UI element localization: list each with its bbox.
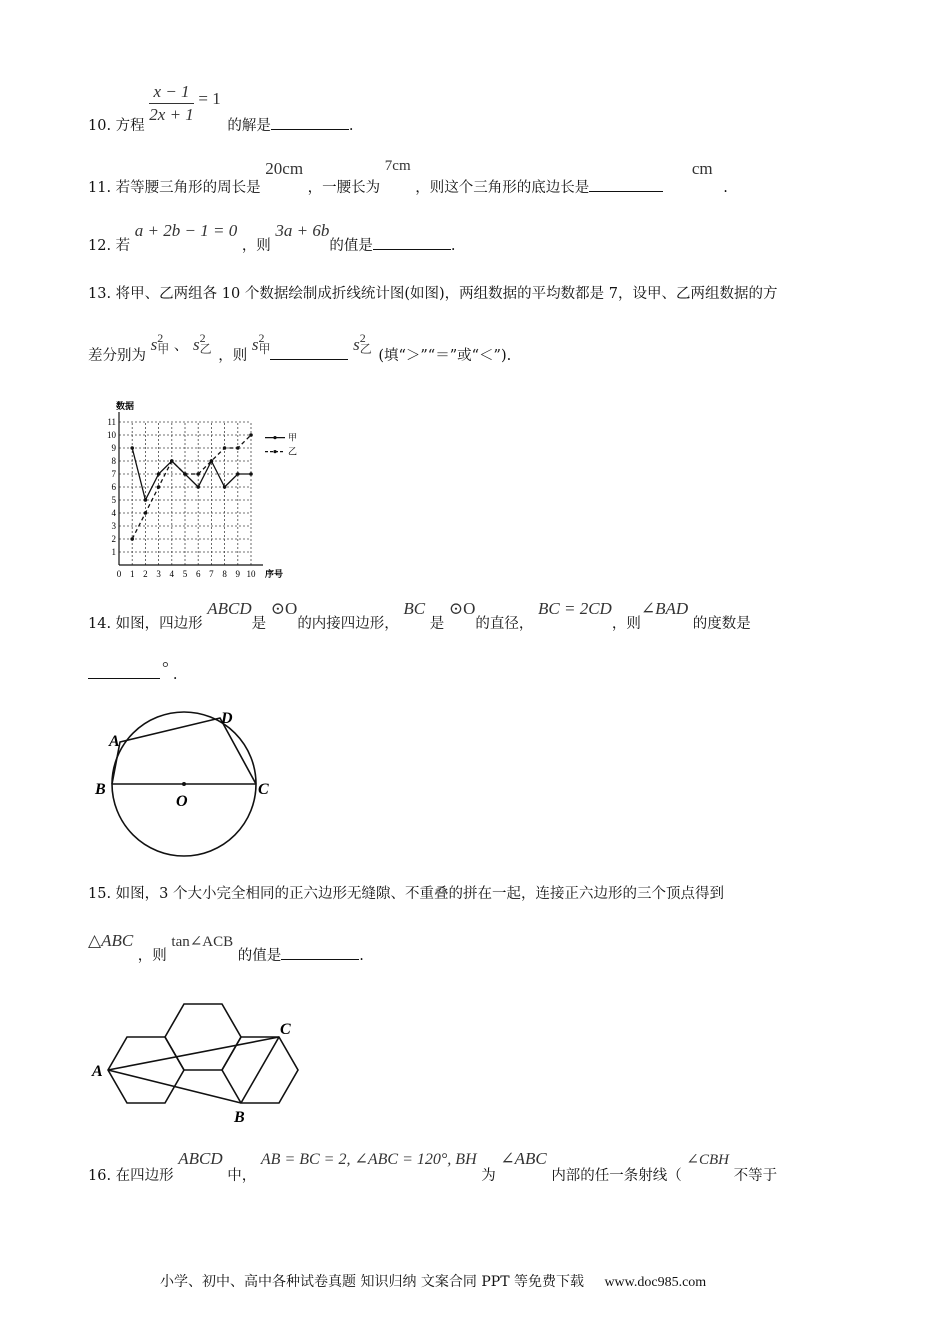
q13-answer-blank[interactable]	[270, 345, 348, 360]
question-15-line-2	[88, 930, 364, 964]
quad-abcd	[112, 718, 256, 784]
q16-number: 16. 在四边形	[88, 1168, 174, 1184]
data-point	[210, 459, 214, 463]
q16-as: 为	[481, 1168, 496, 1184]
x-tick-label: 7	[209, 569, 214, 579]
q14-number: 14. 如图，四边形	[88, 616, 203, 632]
q14-degree: °	[162, 658, 169, 677]
q11-mid: ，一腰长为	[307, 180, 381, 196]
y-axis-label: 数据	[116, 401, 135, 411]
q15-answer-blank[interactable]	[281, 945, 359, 960]
q12-number: 12. 若	[88, 238, 131, 254]
q12-end: .	[450, 238, 456, 254]
q13-s-jia-2: $s^2$甲	[251, 331, 271, 356]
q10-number: 10. 方程	[88, 117, 145, 134]
q10-fraction	[149, 82, 194, 125]
q14-then: ，则	[611, 616, 641, 632]
q15-end: .	[359, 948, 364, 964]
data-point	[196, 485, 200, 489]
data-point	[183, 472, 187, 476]
question-16	[88, 1148, 778, 1184]
data-point	[223, 485, 227, 489]
q10-answer-blank[interactable]	[271, 115, 349, 130]
x-axis-label: 序号	[265, 569, 284, 579]
label-d: D	[221, 710, 233, 727]
q13-s-yi: $s^2$乙	[192, 331, 212, 356]
y-tick-label: 6	[111, 482, 116, 492]
x-tick-label: 4	[169, 569, 175, 579]
circle-figure	[90, 700, 290, 860]
q15-tan: tan∠ACB	[171, 934, 234, 950]
hexagon-top	[165, 1004, 241, 1070]
q14-condition: BC = 2CD	[538, 599, 612, 618]
q11-leg: 7cm	[384, 158, 411, 174]
x-tick-label: 10	[246, 569, 256, 579]
x-tick-label: 3	[156, 569, 161, 579]
y-tick-label: 11	[107, 417, 116, 427]
question-11	[88, 158, 728, 196]
q13-separator: 、	[173, 338, 189, 354]
data-point	[130, 446, 134, 450]
q15-tail: 的值是	[237, 948, 282, 964]
q11-perimeter: 20cm	[265, 159, 304, 178]
hexagon-left	[108, 1037, 184, 1103]
legend-label-1: 甲	[288, 432, 298, 443]
data-point	[236, 446, 240, 450]
x-tick-label: 1	[129, 569, 135, 579]
label-a: A	[92, 1063, 103, 1080]
q13-end: .	[506, 348, 512, 364]
q16-angle-2: ∠CBH	[686, 1152, 729, 1168]
q14-circle: ⊙O	[270, 599, 298, 618]
data-point	[249, 433, 253, 437]
data-point	[130, 537, 134, 541]
label-b: B	[234, 1109, 245, 1126]
data-point	[144, 511, 148, 515]
q16-angle: ∠ABC	[500, 1149, 547, 1168]
q15-then: ，则	[137, 948, 167, 964]
q11-unit: cm	[691, 159, 713, 178]
q10-end: .	[348, 117, 354, 134]
y-tick-label: 3	[111, 521, 116, 531]
data-point	[196, 472, 200, 476]
label-o: O	[176, 793, 188, 810]
q12-answer-blank[interactable]	[373, 235, 451, 250]
y-tick-label: 4	[111, 508, 116, 518]
q13-prefix: 差分别为	[88, 348, 146, 364]
x-tick-label: 5	[182, 569, 188, 579]
label-a: A	[109, 733, 120, 750]
q11-end: .	[723, 180, 728, 196]
footer-url[interactable]: www.doc985.com	[604, 1275, 707, 1290]
q11-mid2: ，则这个三角形的底边长是	[415, 180, 590, 196]
q10-rhs: = 1	[198, 88, 221, 108]
q10-numerator: x − 1	[149, 82, 194, 104]
q12-equation: a + 2b − 1 = 0	[134, 221, 238, 240]
hexagon-figure	[90, 996, 310, 1132]
question-14-line-2	[88, 658, 178, 684]
question-15-line-1: 15. 如图，3 个大小完全相同的正六边形无缝隙、不重叠的拼在一起，连接正六边形的三个顶点得到	[88, 886, 724, 902]
q12-tail: 的值是	[329, 238, 373, 254]
q15-triangle: △ABC	[88, 931, 134, 950]
q14-circle-2: ⊙O	[448, 599, 476, 618]
legend-marker-1	[273, 436, 276, 439]
q11-number: 11. 若等腰三角形的周长是	[88, 180, 261, 196]
x-tick-label: 6	[195, 569, 201, 579]
legend-marker-2	[273, 450, 276, 453]
question-10	[88, 78, 354, 134]
legend-label-2: 乙	[288, 446, 298, 457]
q14-quad: ABCD	[207, 599, 252, 618]
center-point	[182, 782, 186, 786]
q11-answer-blank[interactable]	[589, 177, 663, 192]
data-point	[157, 472, 161, 476]
question-13-line-2	[88, 330, 512, 364]
q12-expression: 3a + 6b	[275, 221, 330, 240]
segment-bc	[241, 1037, 279, 1103]
y-tick-label: 8	[111, 456, 116, 466]
q14-bc: BC	[403, 599, 426, 618]
q14-answer-blank[interactable]	[88, 664, 160, 679]
data-point	[223, 446, 227, 450]
y-tick-label: 2	[111, 534, 116, 544]
q13-mid: ，则	[218, 348, 248, 364]
label-b: B	[95, 781, 106, 798]
q16-condition: AB = BC = 2, ∠ABC = 120°, BH	[260, 1151, 477, 1168]
line-chart	[98, 384, 298, 584]
data-point	[170, 459, 174, 463]
q16-quad: ABCD	[178, 1149, 223, 1168]
x-tick-label: 9	[235, 569, 241, 579]
label-c: C	[258, 781, 269, 798]
question-14	[88, 598, 751, 632]
q16-inside: 内部的任一条射线（	[551, 1168, 682, 1184]
q14-inscribed: 的内接四边形，	[297, 616, 399, 632]
question-13-line-1: 13. 将甲、乙两组各 10 个数据绘制成折线统计图(如图)，两组数据的平均数都是 7，设甲、乙两组数据的方	[88, 286, 778, 302]
y-tick-label: 1	[111, 547, 116, 557]
q13-tail: (填“＞”“＝”或“＜”)	[378, 348, 507, 364]
footer-text: 小学、初中、高中各种试卷真题 知识归纳 文案合同 PPT 等免费下载	[160, 1274, 584, 1290]
q13-s-yi-2: $s^2$乙	[353, 331, 372, 356]
data-point	[249, 472, 253, 476]
data-point	[236, 472, 240, 476]
y-tick-label: 9	[111, 443, 116, 453]
q14-is: 是	[251, 616, 267, 632]
q10-denominator: 2x + 1	[149, 105, 194, 124]
segment-ac	[108, 1037, 279, 1070]
x-tick-label: 0	[116, 569, 122, 579]
q16-in: 中，	[227, 1168, 257, 1184]
page-footer	[160, 1271, 706, 1291]
q14-tail: 的度数是	[692, 616, 751, 632]
segment-ab	[108, 1070, 241, 1103]
data-point	[157, 485, 161, 489]
question-12	[88, 221, 456, 254]
data-point	[144, 498, 148, 502]
x-tick-label: 2	[143, 569, 148, 579]
y-tick-label: 5	[111, 495, 116, 505]
q14-end: .	[172, 667, 178, 683]
q14-diameter: 的直径，	[475, 616, 534, 632]
y-tick-label: 7	[111, 469, 116, 479]
q13-s-jia: $s^2$甲	[150, 331, 170, 356]
q14-is2: 是	[429, 616, 445, 632]
y-tick-label: 10	[107, 430, 116, 440]
q12-mid: ，则	[241, 238, 271, 254]
q14-angle: ∠BAD	[640, 599, 689, 618]
label-c: C	[280, 1021, 291, 1038]
q16-tail: 不等于	[733, 1168, 778, 1184]
x-tick-label: 8	[222, 569, 227, 579]
q10-tail: 的解是	[227, 117, 271, 134]
